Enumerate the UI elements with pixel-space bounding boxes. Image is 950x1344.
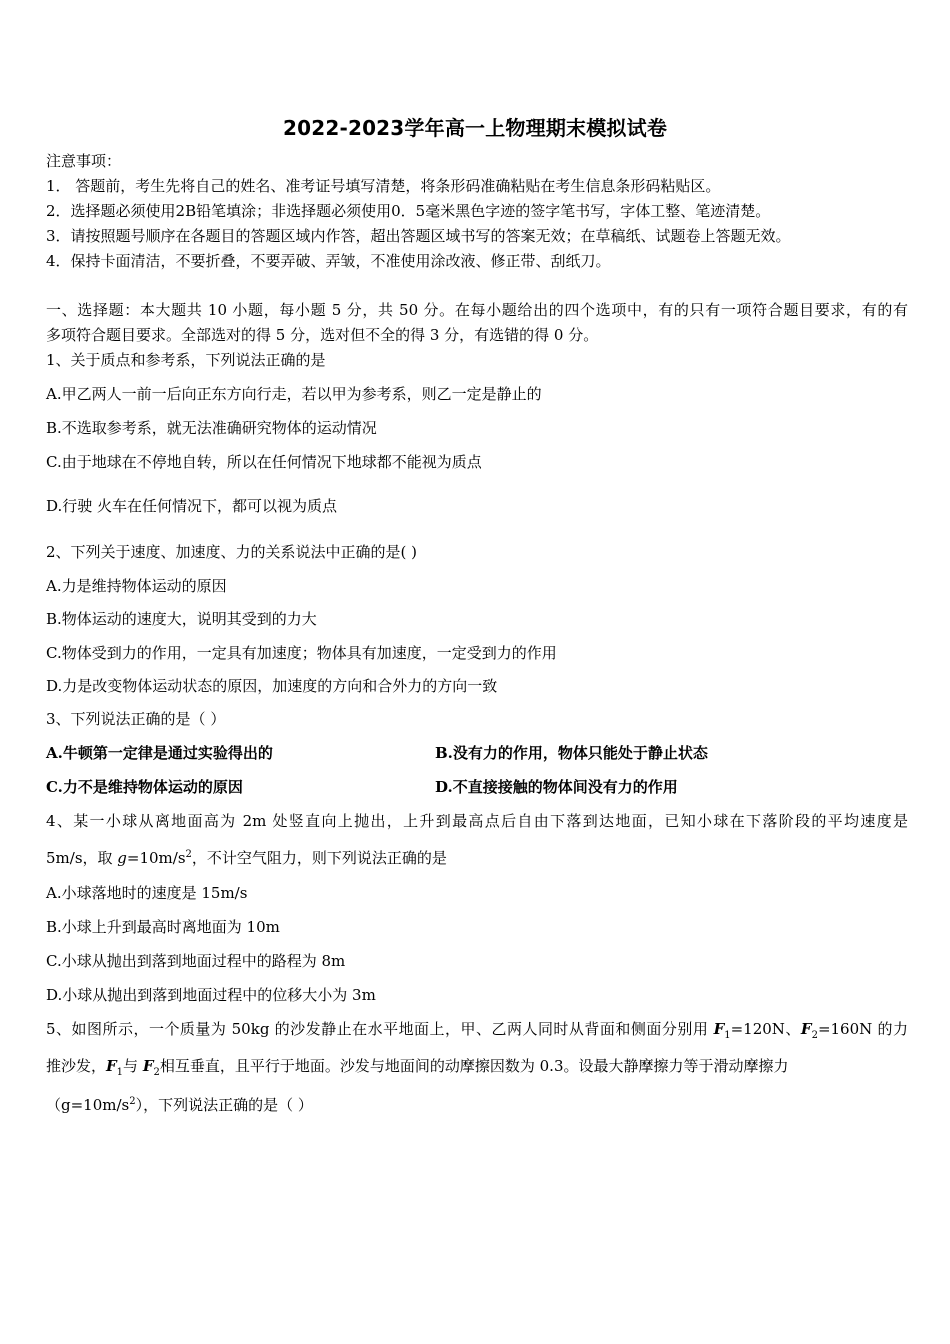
question-1-option-d: D.行驶 火车在任何情况下，都可以视为质点	[46, 497, 338, 515]
question-3-option-a: A.牛顿第一定律是通过实验得出的	[46, 744, 273, 762]
notice-item-1: 1． 答题前，考生先将自己的姓名、准考证号填写清楚，将条形码准确粘贴在考生信息条形码粘贴区。	[46, 177, 721, 195]
section-intro-line-2: 多项符合题目要求。全部选对的得 5 分，选对但不全的得 3 分，有选错的得 0 分。	[46, 326, 599, 344]
question-4-stem-line-1: 4、某一小球从离地面高为 2m 处竖直向上抛出，上升到最高点后自由下落到达地面，已知小球在下落阶段的平均速度是	[46, 812, 908, 830]
question-2-option-d: D.力是改变物体运动状态的原因，加速度的方向和合外力的方向一致	[46, 677, 498, 695]
question-1-option-b: B.不选取参考系，就无法准确研究物体的运动情况	[46, 419, 377, 437]
question-5-stem-line-3: $(g=10m/s^2)$，下列说法正确的是（ ）	[46, 1096, 313, 1114]
question-5-stem-line-2: 推沙发，$F_1$与 $F_2$相互垂直，且平行于地面。沙发与地面间的动摩擦因数为 0.3。设最大静摩擦力等于滑动摩擦力	[46, 1057, 789, 1078]
question-3-option-c: C.力不是维持物体运动的原因	[46, 778, 243, 796]
question-3-option-d: D.不直接接触的物体间没有力的作用	[435, 778, 678, 796]
notice-item-4: 4．保持卡面清洁，不要折叠，不要弄破、弄皱，不准使用涂改液、修正带、刮纸刀。	[46, 252, 611, 270]
question-2-stem: 2、下列关于速度、加速度、力的关系说法中正确的是( )	[46, 543, 418, 561]
question-2-option-b: B.物体运动的速度大，说明其受到的力大	[46, 610, 317, 628]
question-4-option-c: C.小球从抛出到落到地面过程中的路程为 8m	[46, 952, 346, 970]
question-4-option-d: D.小球从抛出到落到地面过程中的位移大小为 3m	[46, 986, 376, 1004]
notice-item-3: 3．请按照题号顺序在各题目的答题区域内作答，超出答题区域书写的答案无效；在草稿纸、试题卷上答题无效。	[46, 227, 791, 245]
question-3-stem: 3、下列说法正确的是（ ）	[46, 710, 226, 728]
notice-heading: 注意事项：	[46, 152, 122, 170]
question-2-option-a: A.力是维持物体运动的原因	[46, 577, 227, 595]
question-4-stem-line-2: 5m/s，取 $g=10m/s^2$，不计空气阻力，则下列说法正确的是	[46, 849, 447, 867]
question-1-option-c: C.由于地球在不停地自转，所以在任何情况下地球都不能视为质点	[46, 453, 482, 471]
notice-item-2: 2．选择题必须使用2B铅笔填涂；非选择题必须使用0．5毫米黑色字迹的签字笔书写，字体工整、笔迹清楚。	[46, 202, 771, 220]
question-4-option-b: B.小球上升到最高时离地面为 10m	[46, 918, 280, 936]
section-intro-line-1: 一、选择题：本大题共 10 小题，每小题 5 分，共 50 分。在每小题给出的四个选项中，有的只有一项符合题目要求，有的有	[46, 301, 908, 319]
question-5-stem-line-1: 5、如图所示，一个质量为 50kg 的沙发静止在水平地面上，甲、乙两人同时从背面和侧面分别用 $F_1=120N$、$F_2=160N$ 的力	[46, 1020, 909, 1041]
question-1-stem: 1、关于质点和参考系，下列说法正确的是	[46, 351, 326, 369]
page-title: 2022-2023学年高一上物理期末模拟试卷	[282, 116, 668, 140]
question-3-option-b: B.没有力的作用，物体只能处于静止状态	[435, 744, 708, 762]
question-1-option-a: A.甲乙两人一前一后向正东方向行走，若以甲为参考系，则乙一定是静止的	[46, 385, 542, 403]
question-4-option-a: A.小球落地时的速度是 15m/s	[46, 884, 248, 902]
question-2-option-c: C.物体受到力的作用，一定具有加速度；物体具有加速度，一定受到力的作用	[46, 644, 557, 662]
